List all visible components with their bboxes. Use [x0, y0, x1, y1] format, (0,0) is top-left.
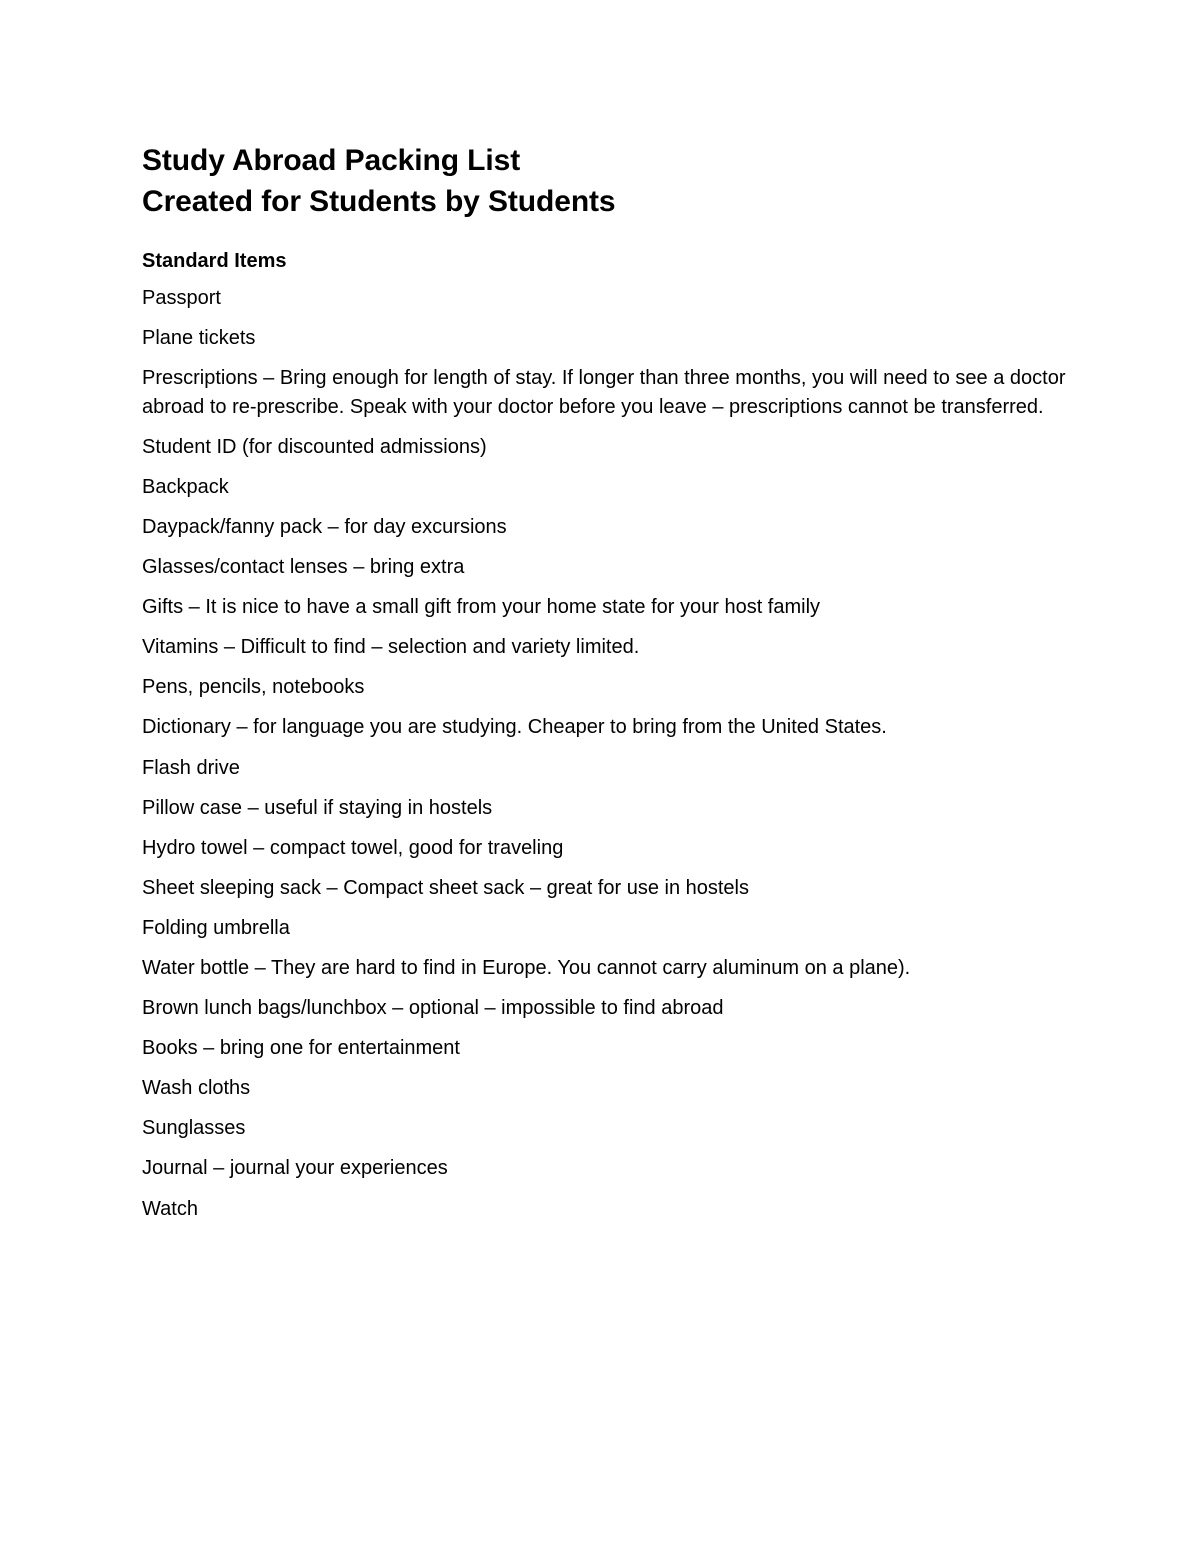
list-item-vitamins: Vitamins – Difficult to find – selection and variety limited. [142, 636, 640, 659]
list-item-prescriptions: Prescriptions – Bring enough for length of stay. If longer than three months, you will need to see a doctor abroad to re-prescribe. Speak with your doctor before you leave – prescriptions cannot be transferred. [142, 367, 1066, 418]
list-item-water-bottle: Water bottle – They are hard to find in Europe. You cannot carry aluminum on a plane). [142, 957, 911, 979]
list-item-pillow-case: Pillow case – useful if staying in hostels [142, 796, 493, 819]
list-item-flash-drive: Flash drive [142, 756, 240, 779]
list-item-wash-cloths: Wash cloths [142, 1077, 251, 1100]
list-item-hydro-towel: Hydro towel – compact towel, good for traveling [142, 836, 564, 859]
list-item-lunch-bags: Brown lunch bags/lunchbox – optional – impossible to find abroad [142, 997, 724, 1020]
list-item-backpack: Backpack [142, 475, 229, 498]
list-item-sunglasses: Sunglasses [142, 1117, 246, 1140]
packing-items-list [142, 284, 1082, 1223]
document-page [142, 140, 1082, 1235]
title-line-2: Created for Students by Students [142, 185, 616, 218]
list-item-passport: Passport [142, 287, 221, 309]
section-heading-standard-items: Standard Items [142, 250, 287, 272]
list-item-glasses: Glasses/contact lenses – bring extra [142, 556, 465, 579]
document-title [142, 140, 1082, 222]
list-item-books: Books – bring one for entertainment [142, 1037, 460, 1060]
list-item-student-id: Student ID (for discounted admissions) [142, 435, 487, 458]
list-item-journal: Journal – journal your experiences [142, 1157, 448, 1180]
list-item-gifts: Gifts – It is nice to have a small gift from your home state for your host family [142, 596, 821, 619]
list-item-watch: Watch [142, 1197, 198, 1220]
list-item-pens: Pens, pencils, notebooks [142, 676, 365, 699]
title-line-1: Study Abroad Packing List [142, 144, 521, 177]
list-item-folding-umbrella: Folding umbrella [142, 916, 290, 939]
list-item-plane-tickets: Plane tickets [142, 327, 256, 350]
list-item-sheet-sleeping-sack: Sheet sleeping sack – Compact sheet sack – great for use in hostels [142, 876, 750, 899]
list-item-daypack: Daypack/fanny pack – for day excursions [142, 515, 507, 538]
list-item-dictionary: Dictionary – for language you are studying. Cheaper to bring from the United States. [142, 716, 887, 739]
